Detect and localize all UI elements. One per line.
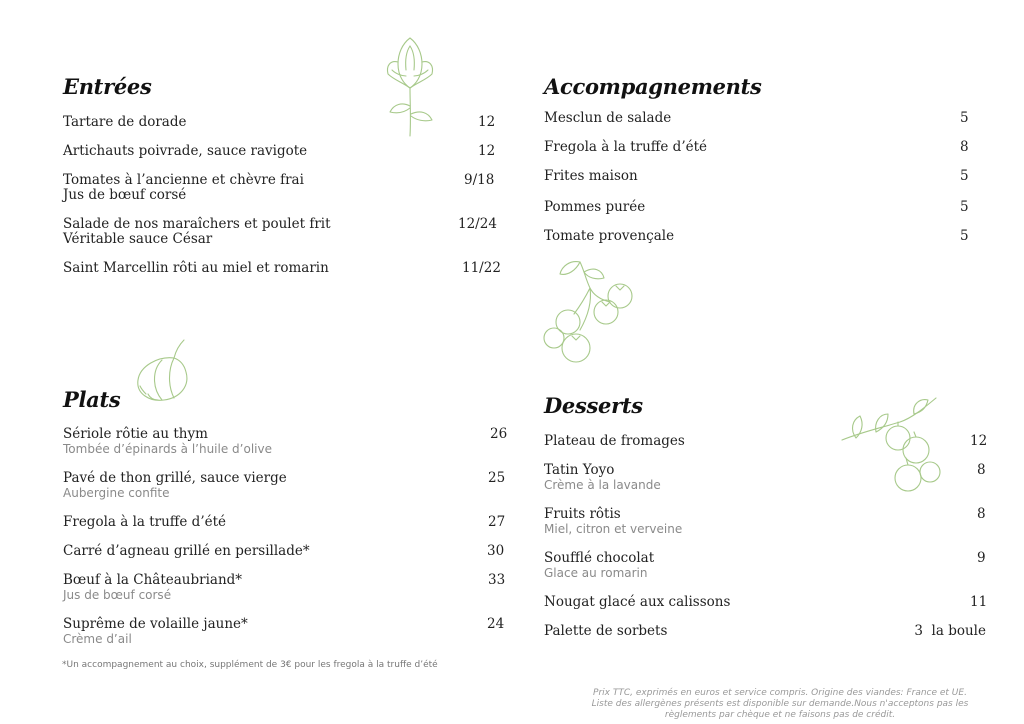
item-price: 12 <box>970 433 988 449</box>
menu-item: Fregola à la truffe d’été <box>63 514 227 530</box>
accompagnements-title: Accompagnements <box>544 74 762 99</box>
menu-item: Tomate provençale <box>544 228 675 244</box>
menu-item: Salade de nos maraîchers et poulet frit Véritable sauce César <box>63 216 331 247</box>
citrus-branch-illustration <box>836 392 946 500</box>
menu-item: Pavé de thon grillé, sauce vierge Aubergine confite <box>63 470 287 500</box>
item-price: 26 <box>490 426 508 442</box>
legal-notice <box>560 688 1000 721</box>
garlic-illustration <box>128 336 200 406</box>
item-price: 5 <box>960 168 969 184</box>
menu-item: Mesclun de salade <box>544 110 672 126</box>
item-price: 3 la boule <box>914 623 986 639</box>
item-price: 12 <box>478 114 496 130</box>
menu-item: Artichauts poivrade, sauce ravigote <box>63 143 308 159</box>
item-price: 9 <box>977 550 986 566</box>
menu-item: Fruits rôtis Miel, citron et verveine <box>544 506 683 536</box>
menu-item: Suprême de volaille jaune* Crème d’ail <box>63 616 248 646</box>
menu-item: Tatin Yoyo Crème à la lavande <box>544 462 661 492</box>
menu-item: Soufflé chocolat Glace au romarin <box>544 550 655 580</box>
item-description: Crème à la lavande <box>544 478 661 492</box>
item-price: 11 <box>970 594 988 610</box>
menu-item: Sériole rôtie au thym Tombée d’épinards à l’huile d’olive <box>63 426 272 456</box>
item-description: Glace au romarin <box>544 566 648 580</box>
legal-line: Liste des allergènes présents est disponible sur demande.Nous n'acceptons pas les <box>591 699 969 709</box>
item-note: Véritable sauce César <box>63 231 213 247</box>
plats-title: Plats <box>63 387 121 412</box>
item-description: Aubergine confite <box>63 486 170 500</box>
legal-line: règlements par chèque et ne faisons pas de crédit. <box>664 710 896 720</box>
menu-item: Palette de sorbets <box>544 623 668 639</box>
menu-item: Saint Marcellin rôti au miel et romarin <box>63 260 329 276</box>
item-price: 8 <box>977 462 986 478</box>
menu-item: Carré d’agneau grillé en persillade* <box>63 543 310 559</box>
item-price: 9/18 <box>464 172 495 188</box>
item-price: 27 <box>488 514 506 530</box>
menu-item: Frites maison <box>544 168 638 184</box>
item-note: Jus de bœuf corsé <box>63 187 187 203</box>
item-price: 12 <box>478 143 496 159</box>
item-price: 5 <box>960 228 969 244</box>
desserts-title: Desserts <box>544 393 643 418</box>
item-price: 12/24 <box>458 216 497 232</box>
menu-item: Fregola à la truffe d’été <box>544 139 708 155</box>
menu-item: Nougat glacé aux calissons <box>544 594 731 610</box>
item-description: Tombée d’épinards à l’huile d’olive <box>63 442 272 456</box>
tomato-vine-illustration <box>540 256 640 368</box>
item-price: 25 <box>488 470 506 486</box>
item-description: Jus de bœuf corsé <box>63 588 172 602</box>
plats-footnote: *Un accompagnement au choix, supplément de 3€ pour les fregola à la truffe d’été <box>62 660 438 670</box>
artichoke-illustration <box>380 32 440 140</box>
entrees-title: Entrées <box>63 74 152 99</box>
menu-item: Tartare de dorade <box>63 114 187 130</box>
item-price: 30 <box>487 543 505 559</box>
menu-item: Plateau de fromages <box>544 433 685 449</box>
item-price: 5 <box>960 199 969 215</box>
menu-item: Bœuf à la Châteaubriand* Jus de bœuf corsé <box>63 572 243 602</box>
item-price: 8 <box>960 139 969 155</box>
item-price: 11/22 <box>462 260 501 276</box>
item-price: 24 <box>487 616 505 632</box>
menu-item: Pommes purée <box>544 199 646 215</box>
item-price: 33 <box>488 572 506 588</box>
item-price: 5 <box>960 110 969 126</box>
menu-item: Tomates à l’ancienne et chèvre frai Jus de bœuf corsé <box>63 172 304 203</box>
item-description: Crème d’ail <box>63 632 132 646</box>
legal-line: Prix TTC, exprimés en euros et service compris. Origine des viandes: France et UE. <box>593 688 967 698</box>
item-price: 8 <box>977 506 986 522</box>
item-description: Miel, citron et verveine <box>544 522 683 536</box>
